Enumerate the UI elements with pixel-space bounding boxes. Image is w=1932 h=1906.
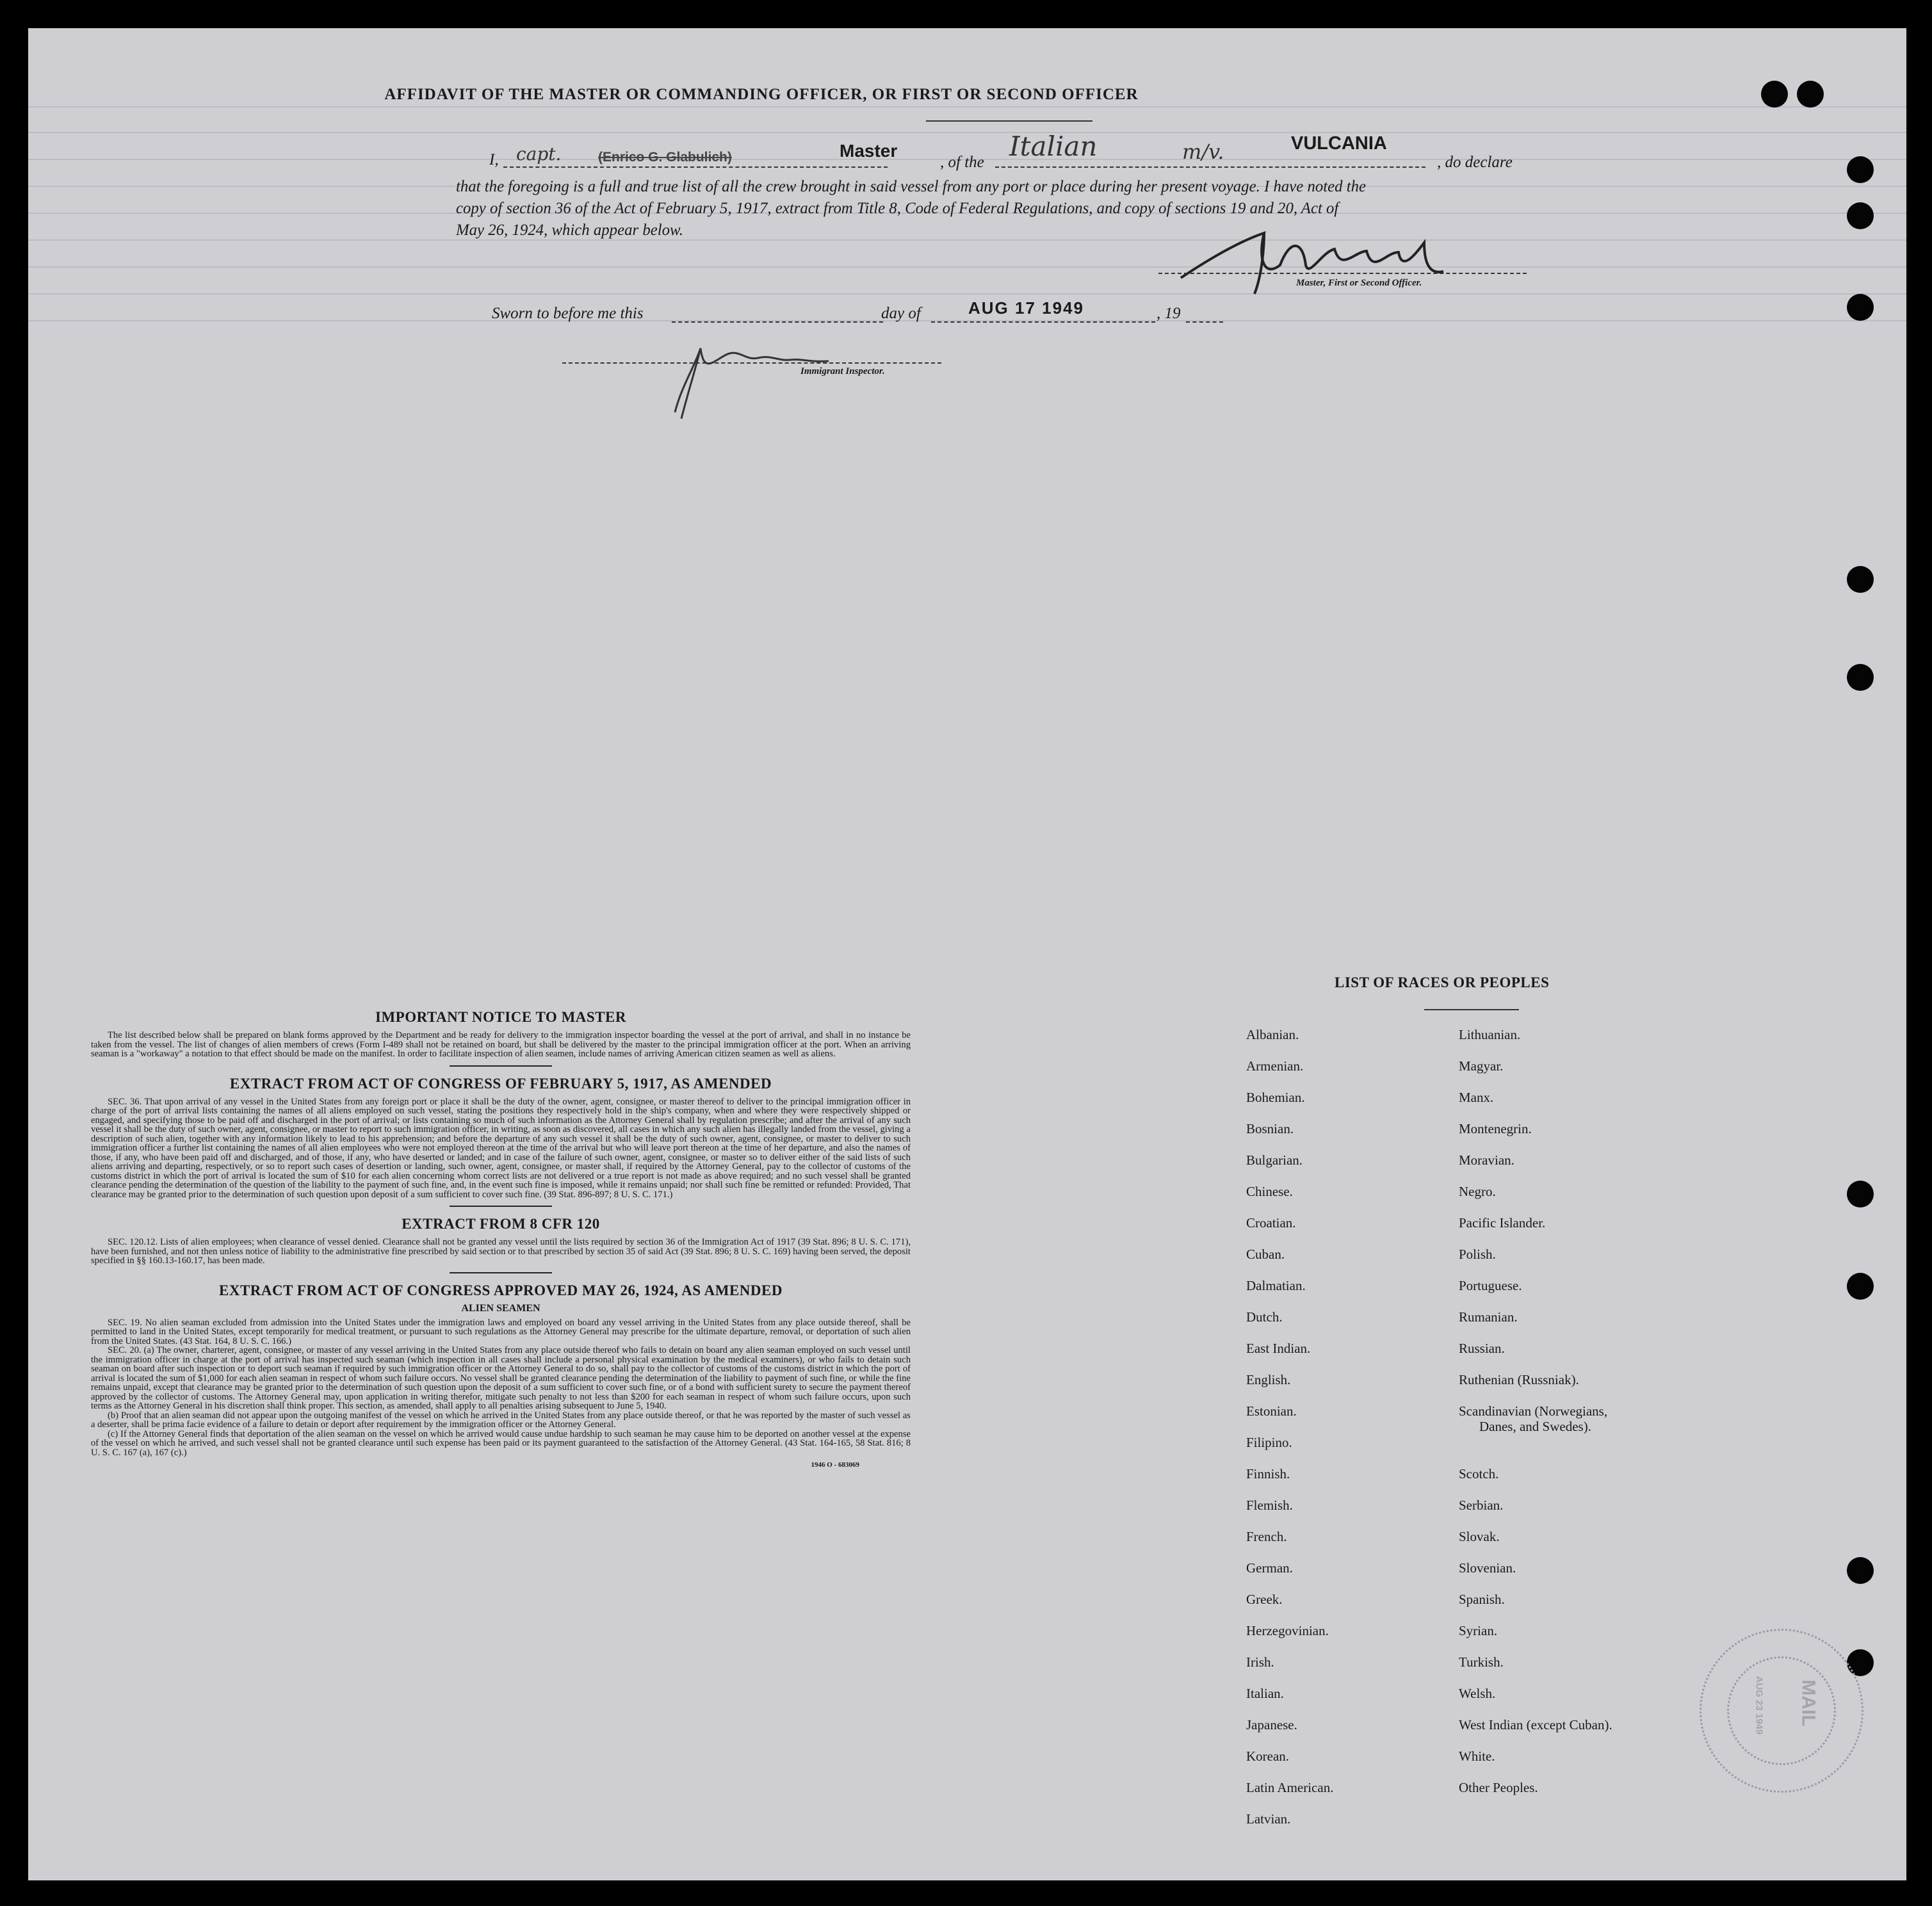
race-item: Estonian.	[1246, 1403, 1297, 1419]
race-item: Slovenian.	[1459, 1560, 1516, 1576]
ruled-line	[28, 239, 1906, 241]
date-stamp: AUG 17 1949	[968, 298, 1084, 318]
race-item: Negro.	[1459, 1184, 1496, 1199]
extract2-title: EXTRACT FROM 8 CFR 120	[402, 1216, 600, 1232]
extract2-text: SEC. 120.12. Lists of alien employees; when clearance of vessel denied. Clearance shall not be granted any vessel until the lists required by section 36 of the Immigration Act of 1917 (39 Stat. 896; 8 U. S. C. 171), have been furnished, and not then unless notice of liability to the administrative fine prescribed by said section or to that prescribed by section 35 of said Act (39 Stat. 896; 8 U. S. C. 169) having been served, the deposit specified in §§ 160.13-160.17, has been made.	[91, 1237, 911, 1266]
race-item: Turkish.	[1459, 1654, 1504, 1670]
race-item: Dalmatian.	[1246, 1278, 1306, 1293]
overline	[926, 120, 1092, 122]
signature-caption: Master, First or Second Officer.	[1296, 278, 1422, 288]
sworn-month-line	[931, 321, 1155, 323]
declaration-line-3: copy of section 36 of the Act of February 5, 1917, extract from Title 8, Code of Federal Regulations, and copy of sections 19 and 20, Act of	[456, 200, 1339, 217]
race-item: Russian.	[1459, 1341, 1505, 1356]
punch-hole	[1761, 81, 1788, 108]
notice-title: IMPORTANT NOTICE TO MASTER	[375, 1009, 626, 1025]
ruled-line	[28, 106, 1906, 108]
races-divider	[1424, 1009, 1519, 1010]
race-item: Dutch.	[1246, 1309, 1283, 1325]
race-item: Portuguese.	[1459, 1278, 1522, 1293]
year-line	[1186, 321, 1223, 323]
day-of-label: day of	[881, 305, 921, 322]
race-item: Bulgarian.	[1246, 1152, 1303, 1168]
sworn-label: Sworn to before me this	[492, 305, 644, 322]
name-fill-line	[503, 166, 888, 168]
race-item: Danes, and Swedes).	[1479, 1419, 1591, 1434]
races-title: LIST OF RACES OR PEOPLES	[1335, 974, 1550, 990]
vessel-fill-line	[995, 166, 1425, 168]
race-item: Chinese.	[1246, 1184, 1293, 1199]
declaration-line-4: May 26, 1924, which appear below.	[456, 222, 683, 239]
notice-section	[91, 1009, 911, 1469]
race-item: Armenian.	[1246, 1058, 1304, 1074]
punch-hole	[1847, 202, 1874, 229]
race-item: Manx.	[1459, 1090, 1494, 1105]
race-item: Welsh.	[1459, 1686, 1496, 1701]
race-item: Polish.	[1459, 1247, 1496, 1262]
struck-name: (Enrico G. Glabulich)	[598, 150, 732, 165]
punch-hole	[1847, 1181, 1874, 1207]
punch-hole	[1797, 81, 1824, 108]
mail-stamp-inner-ring	[1727, 1656, 1836, 1765]
inspector-line	[562, 362, 941, 364]
role-master: Master	[840, 141, 898, 161]
punch-hole	[1847, 294, 1874, 321]
race-item: Cuban.	[1246, 1247, 1285, 1262]
race-item: Herzegovinian.	[1246, 1623, 1329, 1638]
race-item: Rumanian.	[1459, 1309, 1518, 1325]
race-item: Montenegrin.	[1459, 1121, 1532, 1136]
extract1-text: SEC. 36. That upon arrival of any vessel in the United States from any foreign port or place it shall be the duty of the owner, agent, consignee, or master thereof to deliver to the principal immigration officer in charge of the port of arrival lists containing the names of all aliens employed on such vessel, stating the positions they respectively hold in the ship's company, when and where they were respectively shipped or engaged, and specifying those to be paid off and discharged in the port of arrival; or lists containing so much of such information as the Attorney General shall by regulation prescribe; and after the arrival of any such vessel it shall be the duty of such owner, agent, consignee, or master to report to such immigration officer, in writing, as soon as discovered, all cases in which any such alien has illegally landed from the vessel, giving a description of such alien, together with any information likely to lead to his apprehension; and before the departure of any such vessel it shall be the duty of such owner, agent, consignee, or master to deliver to such immigration officer a further list containing the names of all alien employees who were not employed thereon at the time of the arrival but who will leave port thereon at the time of her departure, and also the names of those, if any, who have been paid off and discharged, and of those, if any, who have deserted or landed; and in case of the failure of such owner, agent, consignee, or master so to deliver either of the said lists of such aliens arriving and departing, respectively, or so to report such cases of desertion or landing, such owner, agent, consignee, or master shall, if required by the Attorney General, pay to the collector of customs of the customs district in which the port of arrival is located the sum of $10 for each alien concerning whom correct lists are not delivered or a true report is not made as above required; and no such vessel shall be granted clearance pending the determination of the question of the liability to the payment of such fine, and, in the event such fine is imposed, while it remains unpaid; nor shall such fine be remitted or refunded: Provided, That clearance may be granted prior to the determination of such question upon deposit of a sum sufficient to cover such fine. (39 Stat. 896-897; 8 U. S. C. 171.)	[91, 1096, 911, 1200]
punch-hole	[1847, 156, 1874, 183]
race-item: Bohemian.	[1246, 1090, 1305, 1105]
race-item: Serbian.	[1459, 1498, 1504, 1513]
of-the-label: , of the	[940, 154, 984, 171]
declaration-line-2: that the foregoing is a full and true list of all the crew brought in said vessel from any port or place during her present voyage. I have noted the	[456, 178, 1367, 195]
punch-hole	[1847, 664, 1874, 691]
races-left-column	[1246, 1027, 1333, 1843]
race-item: West Indian (except Cuban).	[1459, 1717, 1612, 1732]
race-item: Greek.	[1246, 1592, 1283, 1607]
race-item: Ruthenian (Russniak).	[1459, 1372, 1579, 1387]
race-item: Albanian.	[1246, 1027, 1299, 1042]
race-item: Scotch.	[1459, 1466, 1499, 1482]
race-item: Magyar.	[1459, 1058, 1504, 1074]
race-item: Scandinavian (Norwegians,	[1459, 1403, 1608, 1419]
inspector-signature-text	[694, 361, 697, 362]
race-item: Latin American.	[1246, 1780, 1334, 1795]
extract1-title: EXTRACT FROM ACT OF CONGRESS OF FEBRUARY 5, 1917, AS AMENDED	[229, 1075, 772, 1092]
race-item: Syrian.	[1459, 1623, 1498, 1638]
race-item: Latvian.	[1246, 1811, 1291, 1827]
race-item: Other Peoples.	[1459, 1780, 1538, 1795]
signature-line	[1158, 273, 1527, 274]
race-item: Finnish.	[1246, 1466, 1290, 1482]
vessel-name: VULCANIA	[1291, 133, 1387, 154]
ruled-line	[28, 266, 1906, 268]
extract3-text: SEC. 19. No alien seaman excluded from admission into the United States under the immigration laws and employed on board any vessel arriving in the United States from any place outside thereof, shall be permitted to land in the United States, except temporarily for medical treatment, or pursuant to such regulations as the Attorney General may prescribe for the ultimate departure, removal, or deportation of such alien from the United States. (43 Stat. 164, 8 U. S. C. 166.) SEC. 20. (a) The owner, charterer, agent, consignee, or master of any vessel arriving in the United States from any place outside thereof who fails to detain on board any alien seaman employed on such vessel until the immigration officer in charge at the port of arrival has inspected such seaman (which inspection in all cases shall include a personal physical examination by the medical examiners), or who fails to detain such seaman on board after such inspection or to deport such seaman if required by such immigration officer or the Attorney General to do so, shall pay to the collector of customs of the customs district in which the port of arrival is located the sum of $1,000 for each alien seaman in respect of whom such failure occurs. No vessel shall be granted clearance pending the determination of the liability to payment of such fine, or while the fine remains unpaid, except that clearance may be granted prior to the determination of such question upon the deposit of a sum sufficient to cover such fine, or of a bond with sufficient surety to secure the payment thereof approved by the collector of customs. The Attorney General may, upon application in writing therefor, mitigate such penalty to not less than $200 for each seaman in respect of whom such failure occurs, upon such terms as the Attorney General in his discretion shall think proper. This section, as amended, shall apply to all penalties arising subsequent to June 5, 1940. (b) Proof that an alien seaman did not appear upon the outgoing manifest of the vessel on which he arrived in the United States from any place outside thereof, or that he was reported by the master of such vessel as a deserter, shall be prima facie evidence of a failure to detain or deport after requirement by the immigration officer or the Attorney General. (c) If the Attorney General finds that deportation of the alien seaman on the vessel on which he arrived would cause undue hardship to such seaman he may cause him to be deported on another vessel at the expense of the vessel on which he arrived, and such vessel shall not be granted clearance until such expense has been paid or its payment guaranteed to the satisfaction of the Attorney General. (43 Stat. 164-165, 58 Stat. 816; 8 U. S. C. 167 (a), 167 (c).)	[91, 1317, 911, 1458]
punch-hole	[1847, 1273, 1874, 1300]
race-item: Spanish.	[1459, 1592, 1505, 1607]
divider	[450, 1065, 552, 1067]
race-item: Slovak.	[1459, 1529, 1500, 1544]
punch-hole	[1847, 1557, 1874, 1584]
inspector-caption: Immigrant Inspector.	[800, 366, 885, 376]
race-item: Korean.	[1246, 1749, 1290, 1764]
ruled-line	[28, 293, 1906, 295]
race-item: French.	[1246, 1529, 1287, 1544]
race-item: German.	[1246, 1560, 1293, 1576]
notice-text: The list described below shall be prepared on blank forms approved by the Department and be ready for delivery to the immigration inspector boarding the vessel at the port of arrival, and shall in no instance be taken from the vessel. The list of changes of alien members of crews (Form I-489 shall not be retained on board, but shall be delivered by the master to the principal immigration officer at the port. When an arriving seaman is a "workaway" a notation to that effect should be made on the manifest. In order to facilitate inspection of alien seamen, include names of arriving American citizen seamen as well as aliens.	[91, 1030, 911, 1059]
mail-stamp-text: MAIL	[1798, 1679, 1819, 1727]
affidavit-title: AFFIDAVIT OF THE MASTER OR COMMANDING OFFICER, OR FIRST OR SECOND OFFICER	[384, 86, 1139, 103]
document-page	[28, 28, 1906, 1880]
race-item: East Indian.	[1246, 1341, 1311, 1356]
race-item: Flemish.	[1246, 1498, 1293, 1513]
punch-hole	[1847, 566, 1874, 593]
race-item: Croatian.	[1246, 1215, 1296, 1231]
mail-stamp	[1700, 1629, 1863, 1793]
master-signature-text	[1245, 239, 1249, 240]
extract3-title: EXTRACT FROM ACT OF CONGRESS APPROVED MAY 26, 1924, AS AMENDED	[219, 1282, 783, 1298]
race-item: Pacific Islander.	[1459, 1215, 1546, 1231]
i-label: I,	[489, 151, 499, 168]
master-signature	[1168, 214, 1501, 303]
race-item: Japanese.	[1246, 1717, 1297, 1732]
divider	[450, 1206, 552, 1207]
race-item: Moravian.	[1459, 1152, 1514, 1168]
vessel-prefix-handwritten: m/v.	[1182, 140, 1224, 164]
mail-stamp-date: AUG 23 1949	[1753, 1676, 1765, 1735]
race-item: Lithuanian.	[1459, 1027, 1521, 1042]
rank-handwritten: capt.	[516, 143, 562, 165]
race-item: White.	[1459, 1749, 1495, 1764]
ruled-line	[28, 132, 1906, 133]
race-item: Filipino.	[1246, 1435, 1292, 1450]
race-item: English.	[1246, 1372, 1291, 1387]
race-item: Bosnian.	[1246, 1121, 1294, 1136]
divider	[450, 1272, 552, 1273]
print-code: 1946 O - 683069	[811, 1461, 859, 1469]
do-declare-label: , do declare	[1437, 154, 1513, 171]
race-item: Italian.	[1246, 1686, 1284, 1701]
nationality-handwritten: Italian	[1009, 131, 1098, 162]
year-label: , 19	[1157, 305, 1181, 322]
races-right-column	[1459, 1027, 1612, 1811]
extract3-subtitle: ALIEN SEAMEN	[461, 1302, 540, 1314]
race-item: Irish.	[1246, 1654, 1274, 1670]
